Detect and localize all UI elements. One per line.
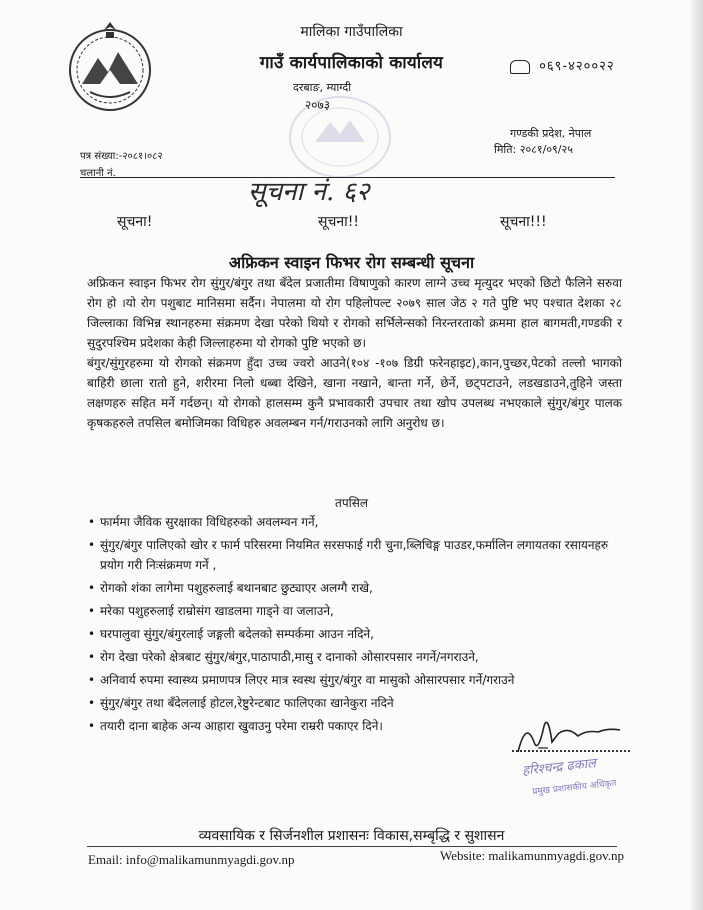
established-year: २०७३ bbox=[305, 98, 330, 112]
bullet-icon: • bbox=[88, 627, 96, 641]
bullet-icon: • bbox=[88, 538, 96, 552]
letter-date: मिति: २०८१/०९/२५ bbox=[494, 143, 573, 156]
office-name: गाउँ कार्यपालिकाको कार्यालय bbox=[259, 53, 444, 73]
org-name: मालिका गाउँपालिका bbox=[300, 24, 403, 40]
bullet-icon: • bbox=[88, 604, 96, 618]
notice-title: अफ्रिकन स्वाइन फिभर रोग सम्बन्धी सूचना bbox=[228, 253, 475, 272]
list-item bbox=[88, 512, 633, 532]
page-edge-shadow bbox=[689, 0, 703, 910]
measures-list bbox=[88, 512, 633, 739]
letter-number: पत्र संख्या:-२०८१।०८२ bbox=[80, 151, 163, 162]
signatory-title: प्रमुख प्रशासकीय अधिकृत bbox=[531, 778, 617, 798]
notice-label-3: सूचना!!! bbox=[500, 214, 547, 230]
measure-text: रोगको शंका लागेमा पशुहरुलाई बथानबाट छुट्याएर अलग्गै राखे, bbox=[100, 581, 373, 595]
office-seal-watermark bbox=[285, 92, 395, 182]
notice-label-1: सूचना! bbox=[117, 214, 153, 230]
telephone-icon bbox=[510, 60, 530, 74]
measure-text: सुंगुर/बंगुर पालिएको खोर र फार्म परिसरमा नियमित सरसफाई गरी चुना,ब्लिचिङ्ग पाउडर,फर्मालिन लगायतका रसायनहरु प्रयोग गरी निःसंक्रमण गर्ने , bbox=[100, 538, 609, 572]
measure-text: तयारी दाना बाहेक अन्य आहारा खुवाउनु परेमा राम्ररी पकाएर दिने। bbox=[100, 719, 383, 733]
phone-number: ०६९-४२००२२ bbox=[539, 59, 615, 74]
bullet-icon: • bbox=[88, 650, 96, 664]
bullet-icon: • bbox=[88, 719, 96, 733]
measure-text: घरपालुवा सुंगुर/बंगुरलाई जङ्गली बदेलको सम्पर्कमा आउन नदिने, bbox=[100, 627, 374, 641]
footer-slogan: व्यवसायिक र सिर्जनशील प्रशासनः विकास,सम्बृद्धि र सुशासन bbox=[198, 828, 505, 844]
office-province: गण्डकी प्रदेश, नेपाल bbox=[510, 127, 592, 140]
measure-text: रोग देखा परेको क्षेत्रबाट सुंगुर/बंगुर,पाठापाठी,मासु र दानाको ओसारपसार नगर्ने/नगराउने, bbox=[100, 650, 479, 664]
intro-paragraph: अफ्रिकन स्वाइन फिभर रोग सुंगुर/बंगुर तथा बँदेल प्रजातीमा विषाणुको कारण लाग्ने उच्च मृत्युदर भएको छिटो फैलिने सरुवा रोग हो ।यो रोग पशुबाट मानिसमा सर्दैन। नेपालमा यो रोग पहिलोपल्ट २०७९ साल जेठ २ गते पुष्टि भए पश्चात देशका २८ जिल्लाका विभिन्न स्थानहरुमा संक्रमण देखा परेको थियो र रोगको सर्भिलेन्सको निरन्तरताको क्रममा हाल बागमती,गण्डकी र सुदुरपश्चिम प्रदेशका केही जिल्लाहरुमा यो रोगको पुष्टि भएको छ। bbox=[87, 276, 622, 350]
list-item bbox=[88, 670, 633, 690]
signatory-name: हरिश्चन्द्र ढकाल bbox=[521, 756, 597, 779]
handwritten-notice-number: सूचना नं. ६२ bbox=[248, 177, 370, 207]
bullet-icon: • bbox=[88, 673, 96, 687]
dispatch-number: चलानी नं. bbox=[80, 168, 116, 179]
office-address: दरबाङ, म्याग्दी bbox=[293, 81, 352, 94]
measure-text: अनिवार्य रुपमा स्वास्थ्य प्रमाणपत्र लिएर मात्र स्वस्थ सुंगुर/बंगुर वा मासुको ओसारपसार गर्ने/गराउने bbox=[100, 673, 515, 687]
bullet-icon: • bbox=[88, 581, 96, 595]
measure-text: फार्ममा जैविक सुरक्षाका विधिहरुको अवलम्वन गर्ने, bbox=[100, 515, 319, 529]
schedule-heading: तपसिल bbox=[334, 496, 368, 510]
footer-divider bbox=[87, 846, 617, 847]
measure-text: मरेका पशुहरुलाई राम्रोसंग खाडलमा गाड्ने वा जलाउने, bbox=[100, 604, 334, 618]
footer-website: Website: malikamunmyagdi.gov.np bbox=[440, 848, 625, 863]
bullet-icon: • bbox=[88, 696, 96, 710]
handwritten-signature bbox=[508, 712, 628, 762]
measure-text: सुंगुर/बंगुर तथा बँदेललाई होटल,रेष्टुरेन्टबाट फालिएका खानेकुरा नदिने bbox=[100, 696, 394, 710]
signature-line bbox=[512, 750, 630, 752]
footer-email: Email: info@malikamunmyagdi.gov.np bbox=[88, 852, 295, 867]
list-item bbox=[88, 535, 633, 575]
notice-label-2: सूचना!! bbox=[318, 214, 359, 230]
bullet-icon: • bbox=[88, 515, 96, 529]
office-phone bbox=[510, 56, 615, 74]
symptoms-paragraph: बंगुर/सुंगुरहरुमा यो रोगको संक्रमण हुँदा उच्च ज्वरो आउने(१०४ -१०७ डिग्री फरेनहाइट),कान,पुच्छर,पेटको तल्लो भागको बाहिरी छाला रातो हुने, शरीरमा निलो धब्बा देखिने, खाना नखाने, बान्ता गर्ने, छेर्ने, छट्पटाउने, लडखडाउने,तुहिने जस्ता लक्षणहरु सहित मर्ने गर्दछन्। यो रोगको हालसम्म कुनै प्रभावकारी उपचार तथा खोप उपलब्ध नभएकाले सुंगुर/बंगुर पालक कृषकहरुले तपसिल बमोजिमका विधिहरु अवलम्बन गर्न/गराउनको लागि अनुरोध छ। bbox=[87, 356, 622, 430]
list-item bbox=[88, 693, 633, 713]
list-item bbox=[88, 578, 633, 598]
list-item bbox=[88, 601, 633, 621]
list-item bbox=[88, 624, 633, 644]
list-item bbox=[88, 647, 633, 667]
